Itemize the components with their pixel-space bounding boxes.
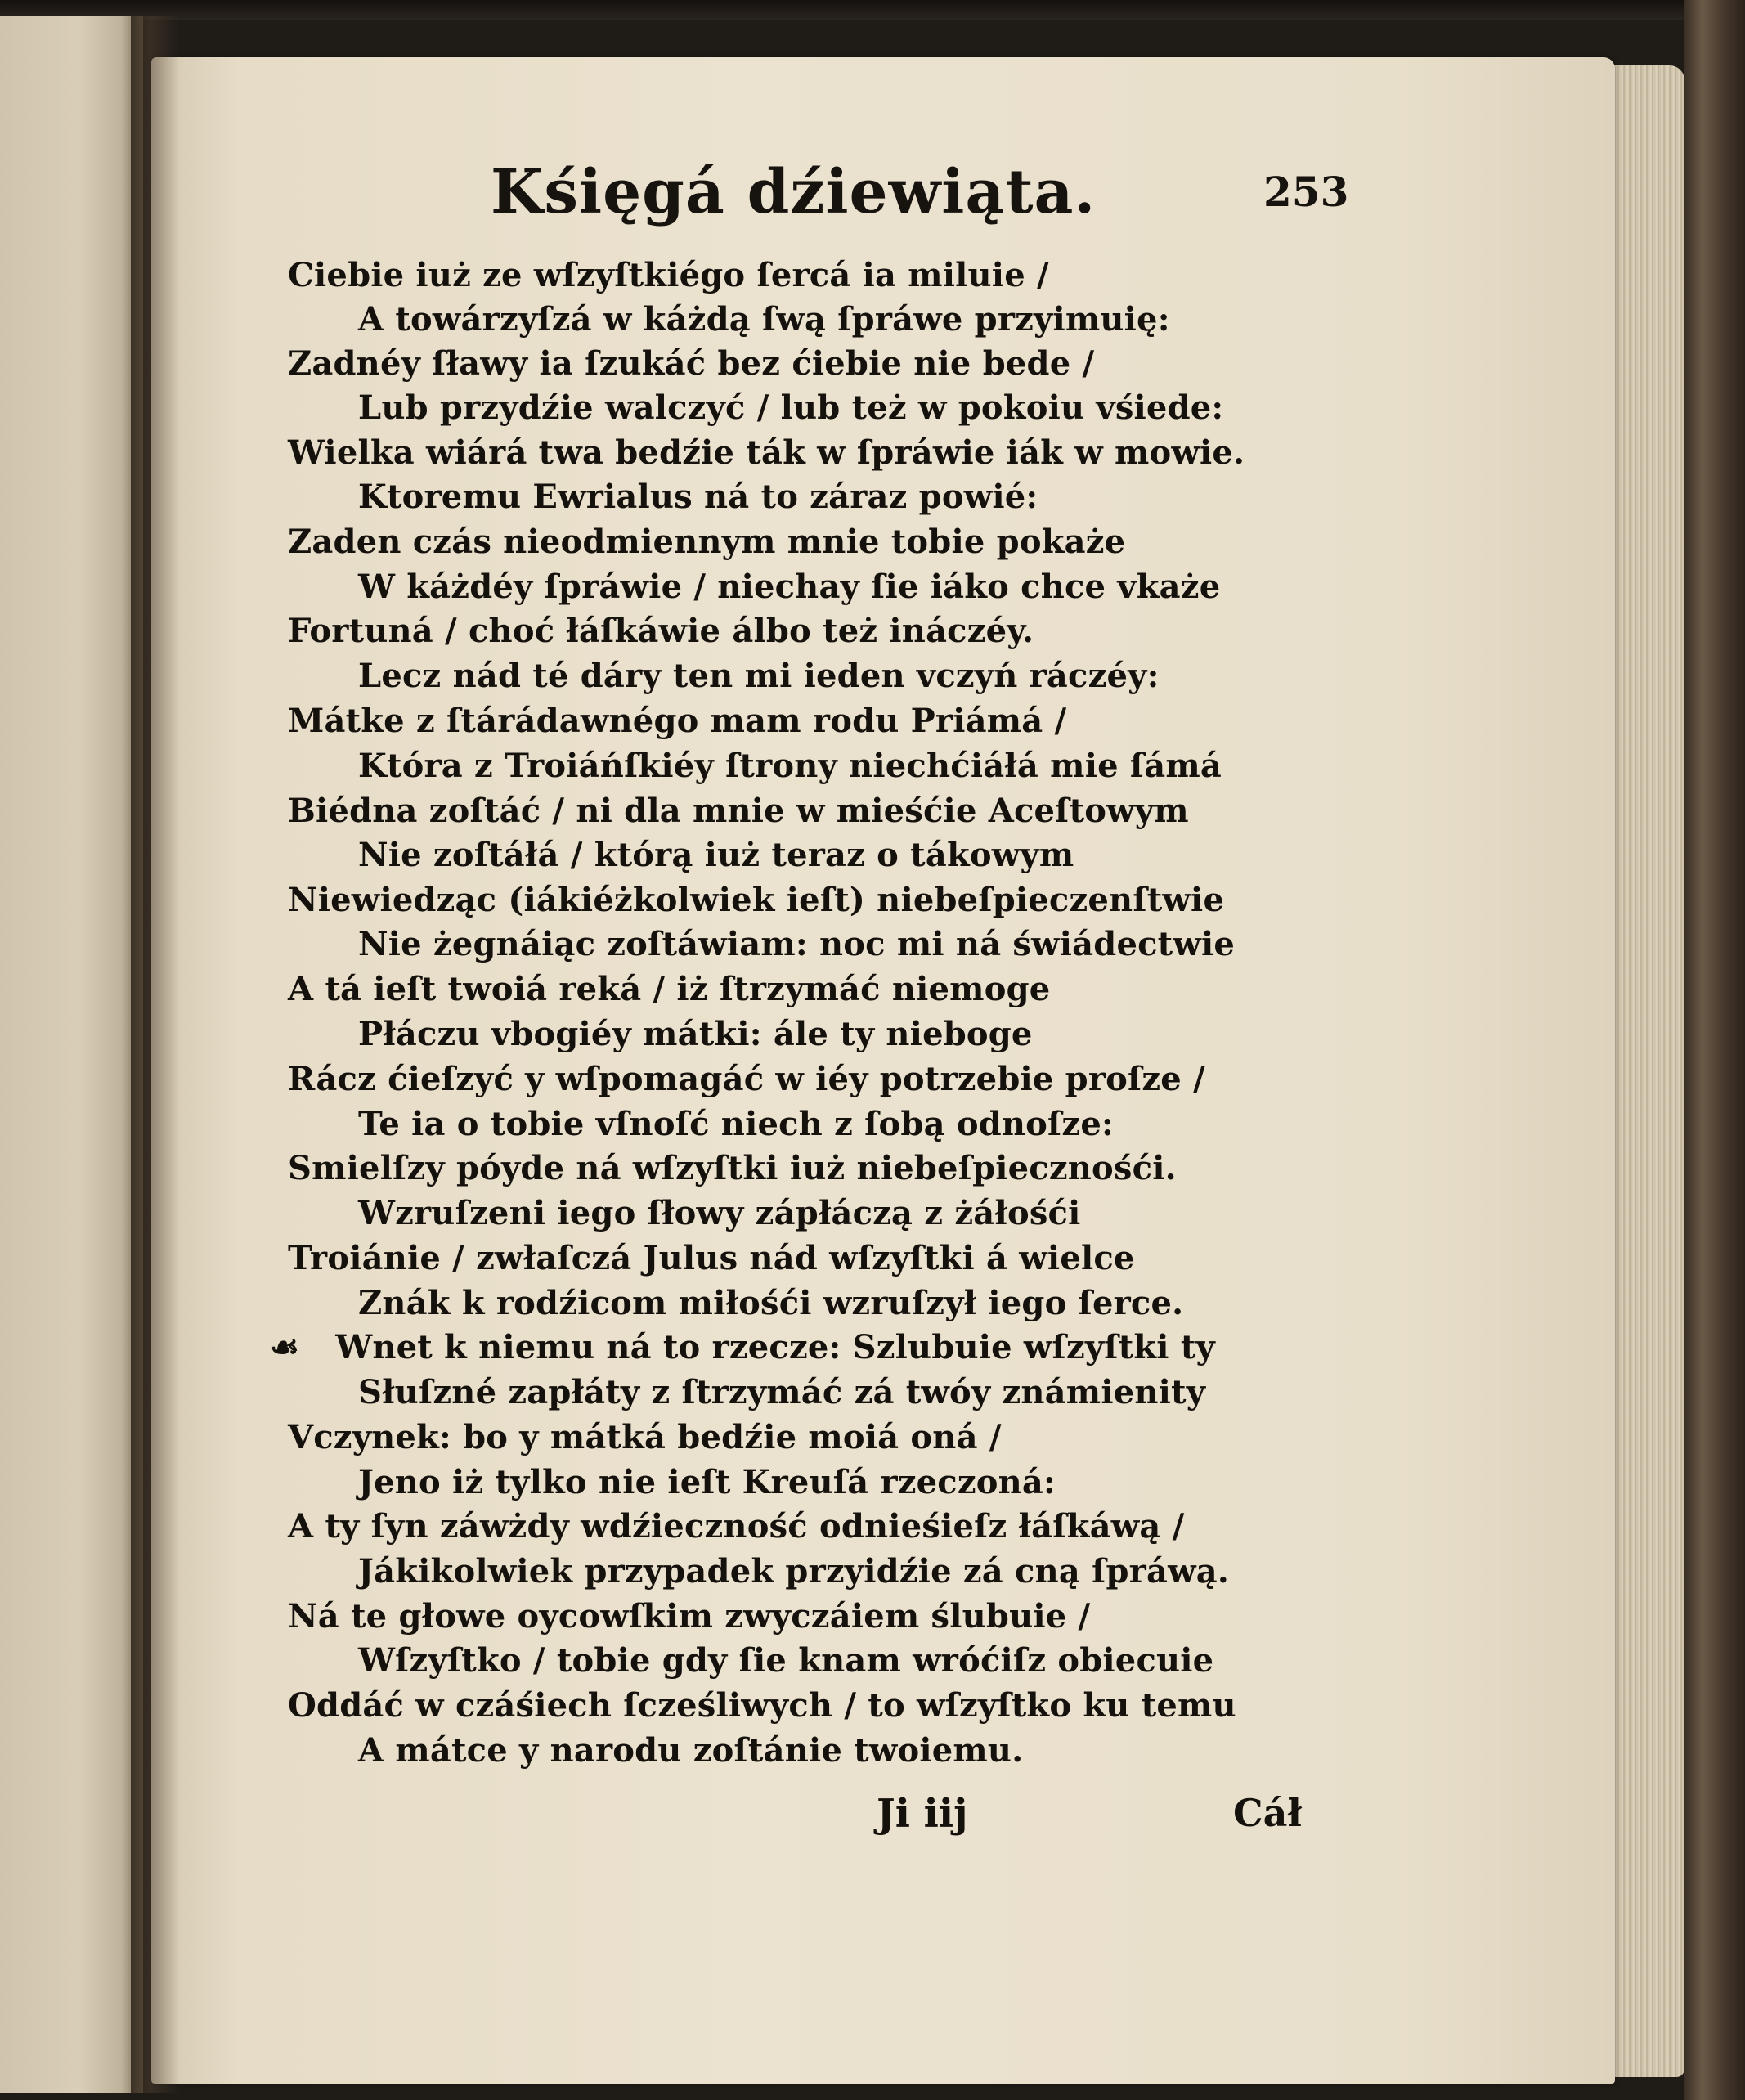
verse-line: Smielſzy póyde ná wſzyſtki iuż niebeſpiecznośći.	[288, 1149, 1177, 1187]
verse-line: A towárzyſzá w káżdą ſwą ſpráwe przyimuię:	[358, 300, 1170, 339]
verse-line: A mátce y narodu zoſtánie twoiemu.	[358, 1731, 1024, 1770]
verse-line: A ty ſyn záwżdy wdźieczność odnieśieſz łáſkáwą /	[288, 1507, 1185, 1546]
verse-line: Biédna zoſtáć / ni dla mnie w mieśćie Aceſtowym	[288, 792, 1189, 830]
verse-line: Rácz ćieſzyć y wſpomagáć w iéy potrzebie proſze /	[288, 1060, 1205, 1098]
verse-line: Która z Troiáńſkiéy ſtrony niechćiáłá mie ſámá	[358, 747, 1222, 785]
catchword: Cáł	[1233, 1791, 1303, 1835]
verse-line: Nie zoſtáłá / którą iuż teraz o tákowym	[358, 836, 1074, 874]
verse-line: A tá ieſt twoiá reká / iż ſtrzymáć niemoge	[288, 970, 1051, 1008]
verse-line: Wzruſzeni iego ſłowy zápłáczą z żáłośći	[358, 1194, 1081, 1232]
verse-line: Nie żegnáiąc zoſtáwiam: noc mi ná świádectwie	[358, 925, 1236, 963]
pilcrow-icon: ☙	[270, 1328, 300, 1366]
verse-line: Wſzyſtko / tobie gdy ſie knam wróćiſz obiecuie	[358, 1641, 1214, 1680]
right-binding	[1684, 0, 1745, 2100]
page-block-edges	[1603, 65, 1684, 2077]
verse-line: Mátke z ſtárádawnégo mam rodu Priámá /	[288, 702, 1067, 740]
verse-line: Lecz nád té dáry ten mi ieden vczyń ráczéy:	[358, 657, 1160, 695]
verse-line: Jákikolwiek przypadek przyidźie zá cną ſpráwą.	[358, 1552, 1229, 1591]
signature-mark: Ji iij	[877, 1791, 968, 1837]
verse-line: W káżdéy ſpráwie / niechay ſie iáko chce vkaże	[358, 568, 1221, 606]
verse-line: Troiánie / zwłaſczá Julus nád wſzyſtki á wielce	[288, 1239, 1135, 1277]
verse-line: Oddáć w czáśiech ſcześliwych / to wſzyſtko ku temu	[288, 1686, 1236, 1725]
verse-line: Zaden czás nieodmiennym mnie tobie pokaże	[288, 523, 1126, 561]
verse-line: Płáczu vbogiéy mátki: ále ty nieboge	[358, 1015, 1033, 1053]
page-number: 253	[1263, 168, 1349, 216]
verse-line: Słuſzné zapłáty z ſtrzymáć zá twóy známienity	[358, 1373, 1206, 1411]
verse-line: Vczynek: bo y mátká bedźie moiá oná /	[288, 1418, 1002, 1456]
running-head: Kśięgá dźiewiąta.	[491, 157, 1097, 227]
verse-line: Te ia o tobie vſnoſć niech z ſobą odnoſze:	[358, 1105, 1114, 1143]
verse-line: Ná te głowe oycowſkim zwyczáiem ślubuie /	[288, 1597, 1091, 1636]
verse-line: Wielka wiárá twa bedźie ták w ſpráwie iák w mowie.	[288, 433, 1245, 472]
verse-line-text: Wnet k niemu ná to rzecze: Szlubuie wſzyſtki ty	[335, 1328, 1215, 1366]
verse-line: Ciebie iuż ze wſzyſtkiégo ſercá ia miluie /	[288, 256, 1049, 294]
verse-line: Jeno iż tylko nie ieſt Kreuſá rzeczoná:	[358, 1463, 1056, 1501]
verse-line: Lub przydźie walczyć / lub też w pokoiu vśiede:	[358, 388, 1224, 427]
verse-line: Ktoremu Ewrialus ná to záraz powié:	[358, 478, 1038, 516]
verse-line: Zadnéy ſławy ia ſzukáć bez ćiebie nie bede /	[288, 344, 1095, 383]
verse-line: Znák k rodźicom miłośći wzruſzył iego ſerce.	[358, 1284, 1184, 1322]
verse-line: Niewiedząc (iákiéżkolwiek ieſt) niebeſpieczenſtwie	[288, 881, 1225, 919]
verse-line-with-pilcrow	[270, 1326, 1215, 1370]
verse-line: Fortuná / choć łáſkáwie álbo też ináczéy.	[288, 612, 1034, 650]
